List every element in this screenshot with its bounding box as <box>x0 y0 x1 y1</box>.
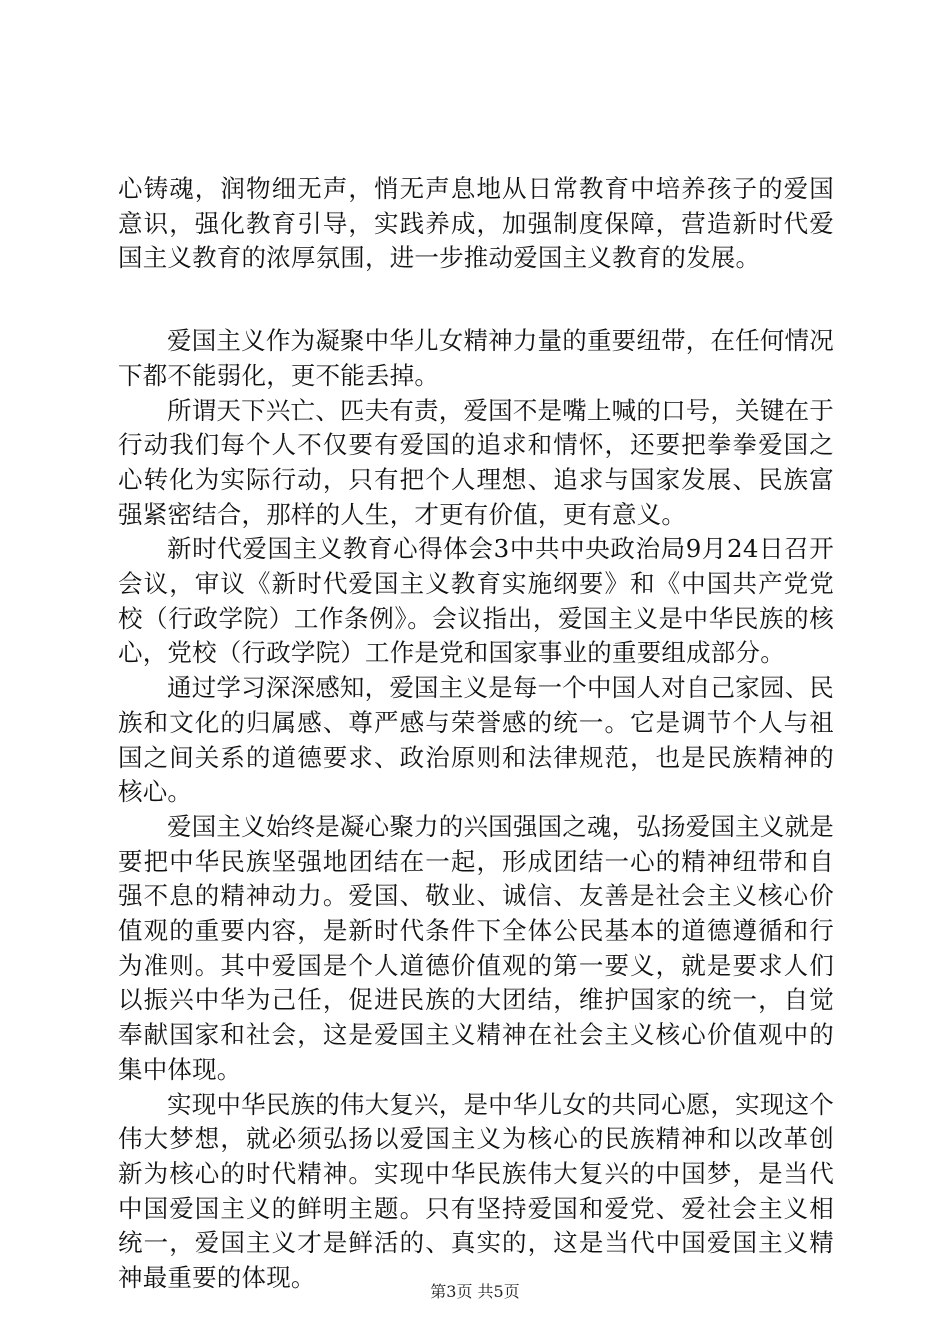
paragraph: 爱国主义始终是凝心聚力的兴国强国之魂，弘扬爱国主义就是要把中华民族坚强地团结在一起，形成团结一心的精神纽带和自强不息的精神动力。爱国、敬业、诚信、友善是社会主义核心价值观的重要内容，是新时代条件下全体公民基本的道德遵循和行为准则。其中爱国是个人道德价值观的第一要义，就是要求人们以振兴中华为己任，促进民族的大团结，维护国家的统一，自觉奉献国家和社会，这是爱国主义精神在社会主义核心价值观中的集中体现。 <box>118 811 834 1084</box>
paragraph: 新时代爱国主义教育心得体会3中共中央政治局9月24日召开会议，审议《新时代爱国主义教育实施纲要》和《中国共产党党校（行政学院）工作条例》。会议指出，爱国主义是中华民族的核心，党校（行政学院）工作是党和国家事业的重要组成部分。 <box>118 534 834 668</box>
document-body <box>118 172 834 1296</box>
paragraph: 通过学习深深感知，爱国主义是每一个中国人对自己家园、民族和文化的归属感、尊严感与荣誉感的统一。它是调节个人与祖国之间关系的道德要求、政治原则和法律规范，也是民族精神的核心。 <box>118 673 834 807</box>
paragraph: 实现中华民族的伟大复兴，是中华儿女的共同心愿，实现这个伟大梦想，就必须弘扬以爱国主义为核心的民族精神和以改革创新为核心的时代精神。实现中华民族伟大复兴的中国梦，是当代中国爱国主义的鲜明主题。只有坚持爱国和爱党、爱社会主义相统一，爱国主义才是鲜活的、真实的，这是当代中国爱国主义精神最重要的体现。 <box>118 1089 834 1293</box>
page-number-footer: 第3页 共5页 <box>430 1282 520 1301</box>
paragraph-continuation: 心铸魂，润物细无声，悄无声息地从日常教育中培养孩子的爱国意识，强化教育引导，实践养成，加强制度保障，营造新时代爱国主义教育的浓厚氛围，进一步推动爱国主义教育的发展。 <box>118 174 834 273</box>
paragraph: 所谓天下兴亡、匹夫有责，爱国不是嘴上喊的口号，关键在于行动我们每个人不仅要有爱国的追求和情怀，还要把拳拳爱国之心转化为实际行动，只有把个人理想、追求与国家发展、民族富强紧密结合，那样的人生，才更有价值，更有意义。 <box>118 395 834 529</box>
paragraph: 爱国主义作为凝聚中华儿女精神力量的重要纽带，在任何情况下都不能弱化，更不能丢掉。 <box>118 326 834 390</box>
